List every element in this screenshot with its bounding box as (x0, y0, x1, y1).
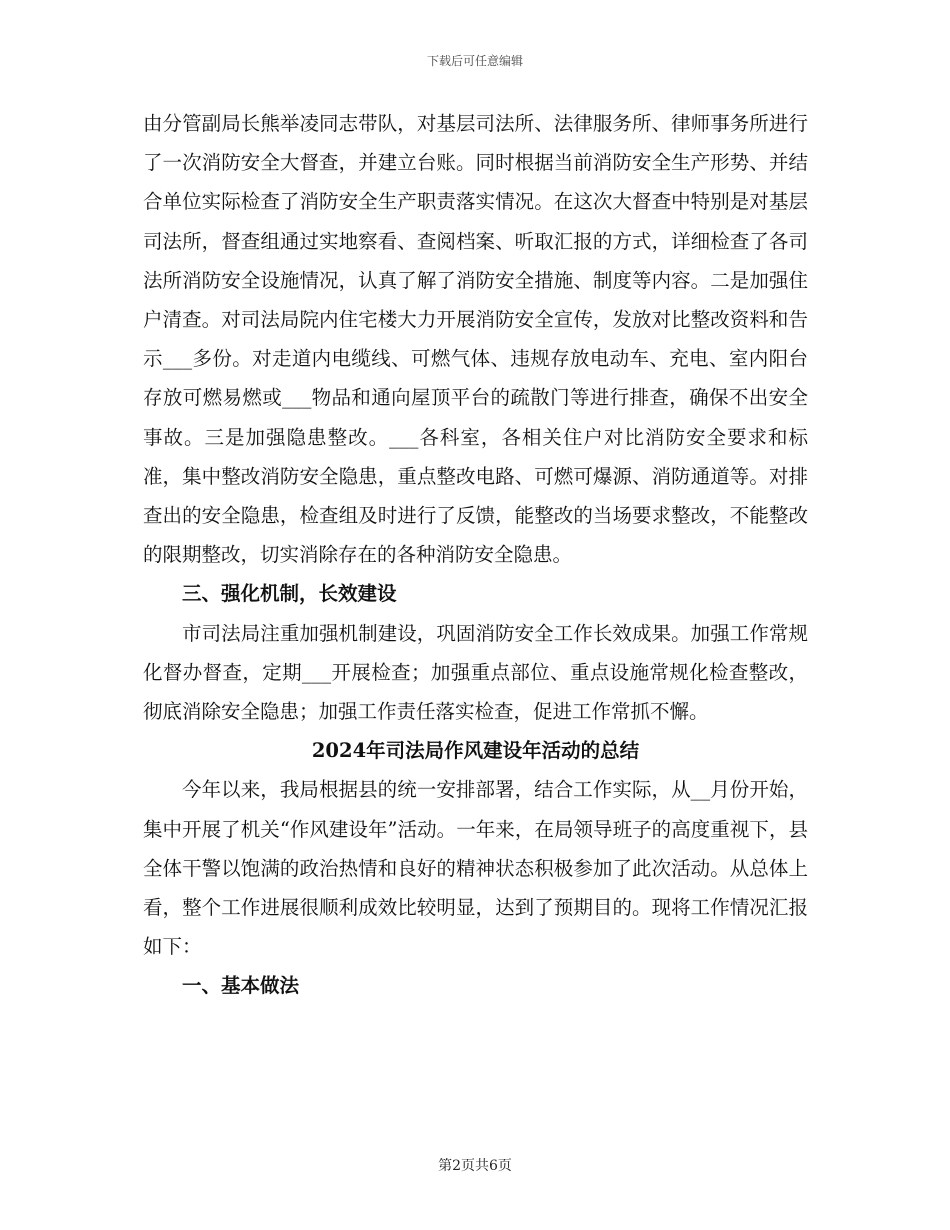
page-number: 第2页共6页 (438, 1158, 512, 1174)
paragraph-mechanism: 市司法局注重加强机制建设，巩固消防安全工作长效成果。加强工作常规化督办督查，定期___开展检查；加强重点部位、重点设施常规化检查整改，彻底消除安全隐患；加强工作责任落实检查，促进工作常抓不懈。 (143, 621, 808, 724)
document-body (143, 104, 808, 1006)
paragraph-summary-intro: 今年以来，我局根据县的统一安排部署，结合工作实际，从__月份开始，集中开展了机关“作风建设年”活动。一年来，在局领导班子的高度重视下，县全体干警以饱满的政治热情和良好的精神状态积极参加了此次活动。从总体上看，整个工作进展很顺利成效比较明显，达到了预期目的。现将工作情况汇报如下： (143, 778, 808, 959)
section-heading-basic-practice: 一、基本做法 (182, 974, 300, 998)
paragraph-fire-inspection: 由分管副局长熊举凌同志带队，对基层司法所、法律服务所、律师事务所进行了一次消防安全大督查，并建立台账。同时根据当前消防安全生产形势、并结合单位实际检查了消防安全生产职责落实情况。在这次大督查中特别是对基层司法所，督查组通过实地察看、查阅档案、听取汇报的方式，详细检查了各司法所消防安全设施情况，认真了解了消防安全措施、制度等内容。二是加强住户清查。对司法局院内住宅楼大力开展消防安全宣传，发放对比整改资料和告示___多份。对走道内电缆线、可燃气体、违规存放电动车、充电、室内阳台存放可燃易燃或___物品和通向屋顶平台的疏散门等进行排查，确保不出安全事故。三是加强隐患整改。___各科室，各相关住户对比消防安全要求和标准，集中整改消防安全隐患，重点整改电路、可燃可爆源、消防通道等。对排查出的安全隐患，检查组及时进行了反馈，能整改的当场要求整改，不能整改的限期整改，切实消除存在的各种消防安全隐患。 (143, 112, 808, 567)
header-note: 下载后可任意编辑 (426, 54, 523, 68)
section-heading-mechanism: 三、强化机制，长效建设 (182, 582, 397, 606)
document-title: 2024年司法局作风建设年活动的总结 (311, 739, 640, 763)
